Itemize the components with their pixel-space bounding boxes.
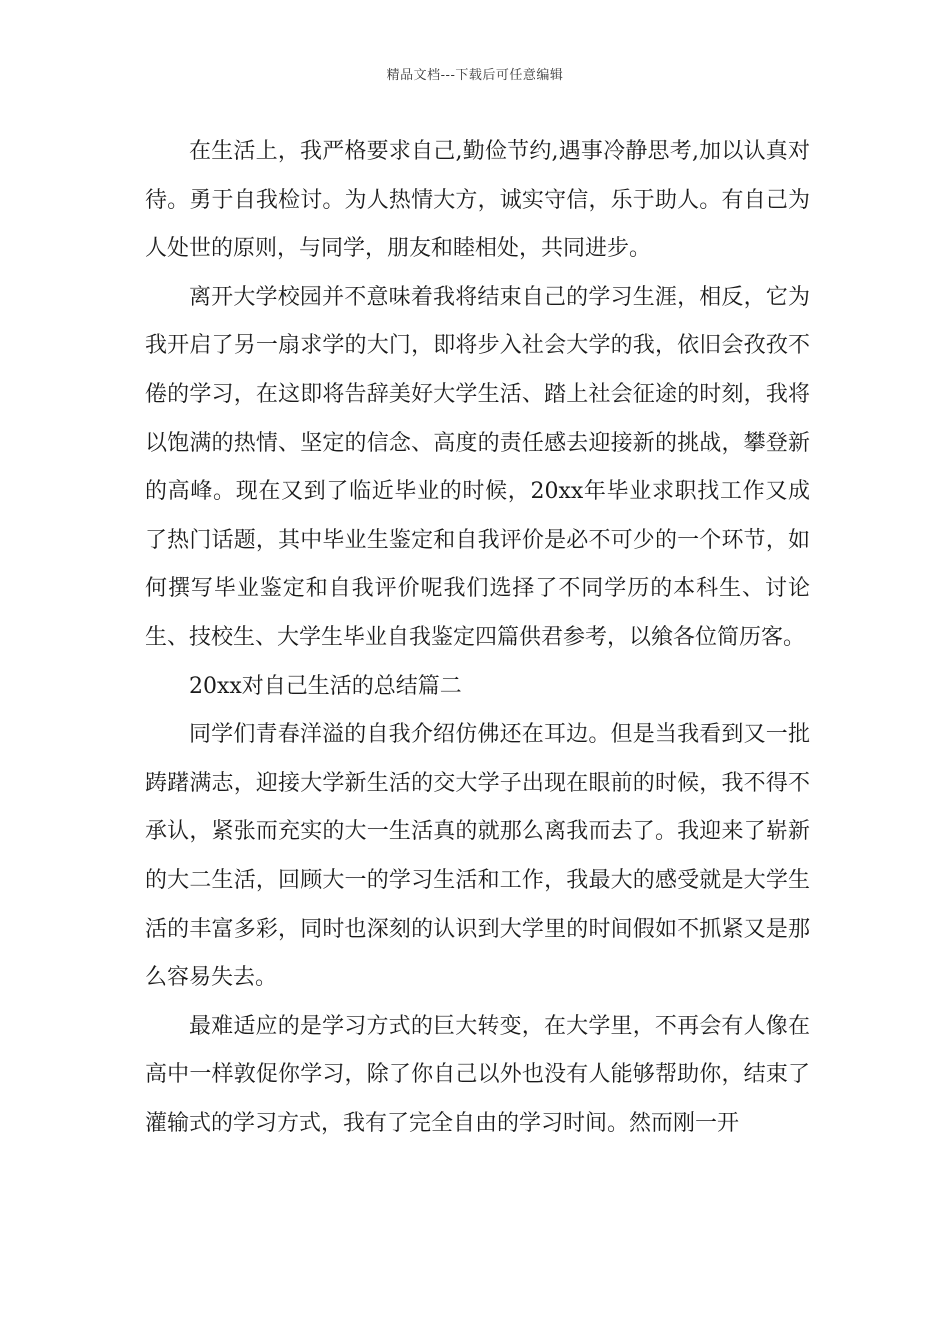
page-header: 精品文档---下载后可任意编辑 [386, 68, 564, 83]
paragraph-study-method: 最难适应的是学习方式的巨大转变，在大学里，不再会有人像在高中一样敦促你学习，除了你自己以外也没有人能够帮助你，结束了灌输式的学习方式，我有了完全自由的学习时间。然而刚一开 [145, 1013, 810, 1136]
paragraph-graduation: 离开大学校园并不意味着我将结束自己的学习生涯，相反，它为我开启了另一扇求学的大门，即将步入社会大学的我，依旧会孜孜不倦的学习，在这即将告辞美好大学生活、踏上社会征途的时刻，我将以饱满的热情、坚定的信念、高度的责任感去迎接新的挑战，攀登新的高峰。现在又到了临近毕业的时候，20xx年毕业求职找工作又成了热门话题，其中毕业生鉴定和自我评价是必不可少的一个环节，如何撰写毕业鉴定和自我评价呢我们选择了不同学历的本科生、讨论生、技校生、大学生毕业自我鉴定四篇供君参考，以飨各位简历客。 [145, 284, 810, 650]
paragraph-sophomore-life: 同学们青春洋溢的自我介绍仿佛还在耳边。但是当我看到又一批踌躇满志，迎接大学新生活的交大学子出现在眼前的时候，我不得不承认，紧张而充实的大一生活真的就那么离我而去了。我迎来了崭新的大二生活，回顾大一的学习生活和工作，我最大的感受就是大学生活的丰富多彩，同时也深刻的认识到大学里的时间假如不抓紧又是那么容易失去。 [145, 722, 810, 991]
paragraph-life-attitude: 在生活上，我严格要求自己,勤俭节约,遇事冷静思考,加以认真对待。勇于自我检讨。为人热情大方，诚实守信，乐于助人。有自己为人处世的原则，与同学，朋友和睦相处，共同进步。 [145, 139, 810, 262]
document-body [145, 128, 810, 1148]
section-heading: 20xx对自己生活的总结篇二 [189, 673, 462, 699]
